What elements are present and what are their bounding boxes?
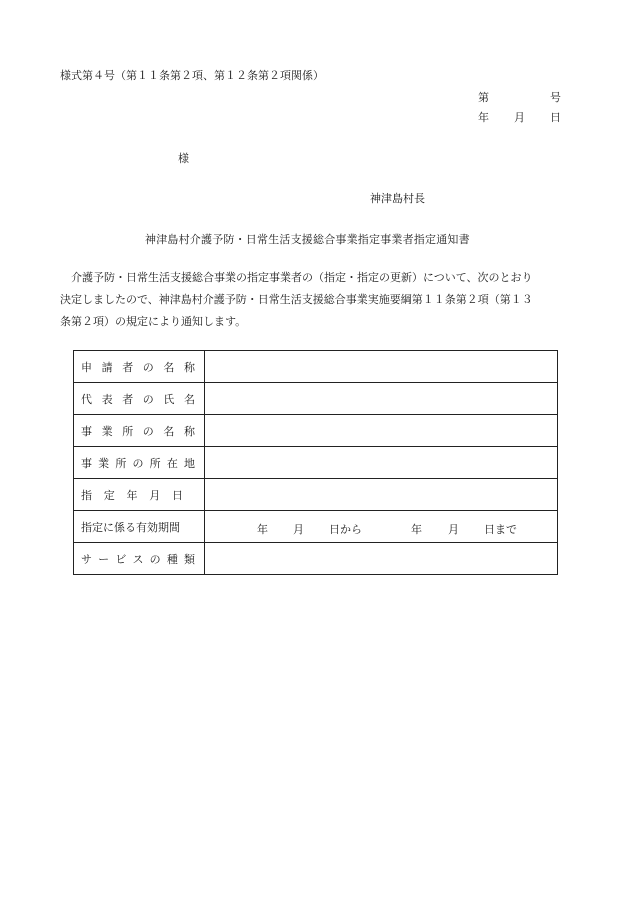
period-to-day: 日まで (484, 523, 517, 536)
period-to-year: 年 (411, 523, 422, 536)
label-applicant-name: 申請者の名称 (74, 351, 205, 383)
field-validity-period[interactable] (205, 511, 558, 543)
period-from-year: 年 (257, 523, 268, 536)
period-to-month: 月 (448, 523, 459, 536)
form-number: 様式第４号（第１１条第２項、第１２条第２項関係） (60, 69, 324, 82)
table-row (74, 543, 558, 575)
field-office-name[interactable] (205, 415, 558, 447)
label-office-name: 事業所の名称 (74, 415, 205, 447)
body-line-3: 条第２項）の規定により通知します。 (60, 315, 247, 328)
label-office-address: 事業所の所在地 (74, 447, 205, 479)
label-designation-date: 指定年月日 (74, 479, 205, 511)
field-office-address[interactable] (205, 447, 558, 479)
table-row (74, 351, 558, 383)
label-validity-period: 指定に係る有効期間 (74, 511, 205, 543)
field-service-type[interactable] (205, 543, 558, 575)
period-from-month: 月 (293, 523, 304, 536)
table-row (74, 479, 558, 511)
field-applicant-name[interactable] (205, 351, 558, 383)
label-representative-name: 代表者の氏名 (74, 383, 205, 415)
field-designation-date[interactable] (205, 479, 558, 511)
table-row (74, 383, 558, 415)
date-month-label: 月 (514, 111, 525, 124)
sender-name: 神津島村長 (370, 192, 425, 205)
document-title: 神津島村介護予防・日常生活支援総合事業指定事業者指定通知書 (145, 233, 470, 246)
table-row (74, 511, 558, 543)
label-service-type: サービスの種類 (74, 543, 205, 575)
document-number-label: 第 (478, 91, 489, 104)
table-row (74, 415, 558, 447)
validity-period (205, 511, 557, 542)
addressee-honorific: 様 (178, 152, 189, 165)
document-number-suffix: 号 (550, 91, 561, 104)
table-row (74, 447, 558, 479)
body-paragraph (60, 267, 572, 333)
info-table (73, 350, 558, 575)
body-line-2: 決定しましたので、神津島村介護予防・日常生活支援総合事業実施要綱第１１条第２項（第１３ (60, 293, 533, 306)
field-representative-name[interactable] (205, 383, 558, 415)
date-day-label: 日 (550, 111, 561, 124)
date-year-label: 年 (478, 111, 489, 124)
body-line-1: 介護予防・日常生活支援総合事業の指定事業者の（指定・指定の更新）について、次のとおり (71, 271, 533, 284)
period-from-day: 日から (329, 523, 362, 536)
